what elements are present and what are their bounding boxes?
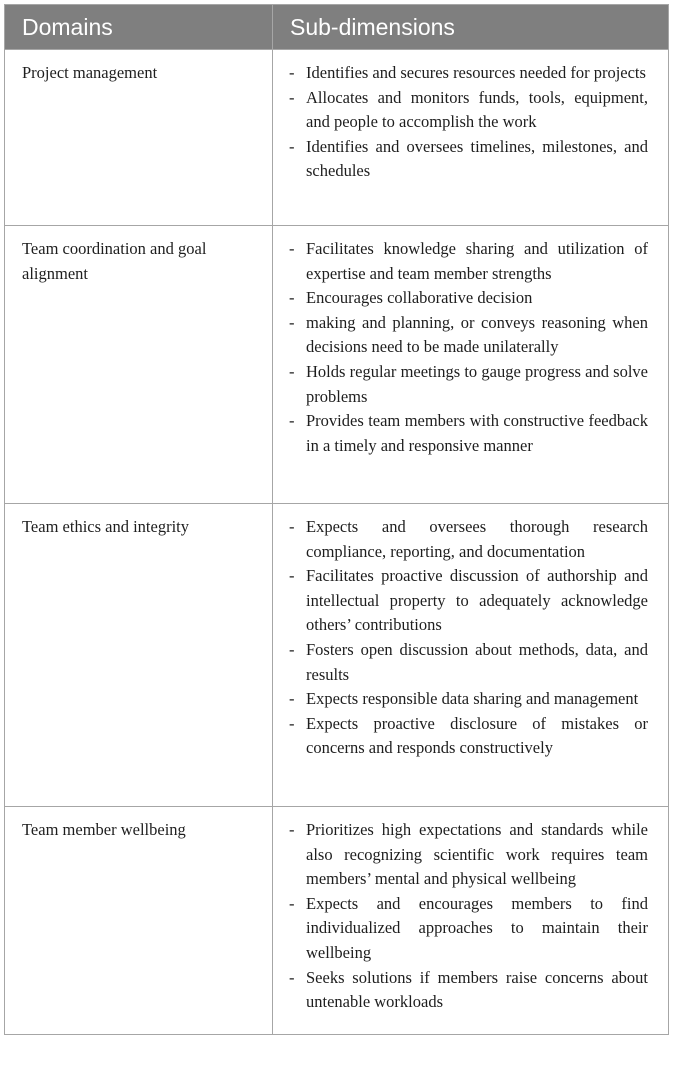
table-header-row <box>5 5 669 50</box>
sub-dimensions-cell <box>273 504 669 807</box>
sub-dimensions-cell <box>273 807 669 1035</box>
domain-cell: Project management <box>5 50 273 226</box>
sub-dimension-list <box>289 237 648 458</box>
table-row <box>5 50 669 226</box>
list-item: - Identifies and secures resources needed for projects <box>289 61 648 86</box>
list-item: - Expects responsible data sharing and management <box>289 687 648 712</box>
table-row <box>5 807 669 1035</box>
list-item: - Encourages collaborative decision <box>289 286 648 311</box>
list-item: - Expects and oversees thorough research compliance, reporting, and documentation <box>289 515 648 564</box>
header-domains: Domains <box>5 5 273 50</box>
sub-dimensions-cell <box>273 50 669 226</box>
domain-cell: Team coordination and goal alignment <box>5 226 273 504</box>
list-item: - Identifies and oversees timelines, milestones, and schedules <box>289 135 648 184</box>
list-item: - Seeks solutions if members raise concerns about untenable workloads <box>289 966 648 1015</box>
list-item: - Facilitates knowledge sharing and utilization of expertise and team member strengths <box>289 237 648 286</box>
list-item: - Fosters open discussion about methods, data, and results <box>289 638 648 687</box>
sub-dimensions-cell <box>273 226 669 504</box>
table-row <box>5 504 669 807</box>
header-sub-dimensions: Sub-dimensions <box>273 5 669 50</box>
list-item: - Holds regular meetings to gauge progress and solve problems <box>289 360 648 409</box>
list-item: - Expects proactive disclosure of mistakes or concerns and responds constructively <box>289 712 648 761</box>
table-row <box>5 226 669 504</box>
sub-dimension-list <box>289 61 648 184</box>
sub-dimension-list <box>289 818 648 1015</box>
sub-dimension-list <box>289 515 648 761</box>
list-item: - Prioritizes high expectations and standards while also recognizing scientific work requires team members’ mental and physical wellbeing <box>289 818 648 892</box>
list-item: - Expects and encourages members to find individualized approaches to maintain their wellbeing <box>289 892 648 966</box>
domains-table <box>4 4 669 1035</box>
list-item: - making and planning, or conveys reasoning when decisions need to be made unilaterally <box>289 311 648 360</box>
list-item: - Provides team members with constructive feedback in a timely and responsive manner <box>289 409 648 458</box>
domain-cell: Team ethics and integrity <box>5 504 273 807</box>
list-item: - Facilitates proactive discussion of authorship and intellectual property to adequately acknowledge others’ contributions <box>289 564 648 638</box>
domain-cell: Team member wellbeing <box>5 807 273 1035</box>
list-item: - Allocates and monitors funds, tools, equipment, and people to accomplish the work <box>289 86 648 135</box>
